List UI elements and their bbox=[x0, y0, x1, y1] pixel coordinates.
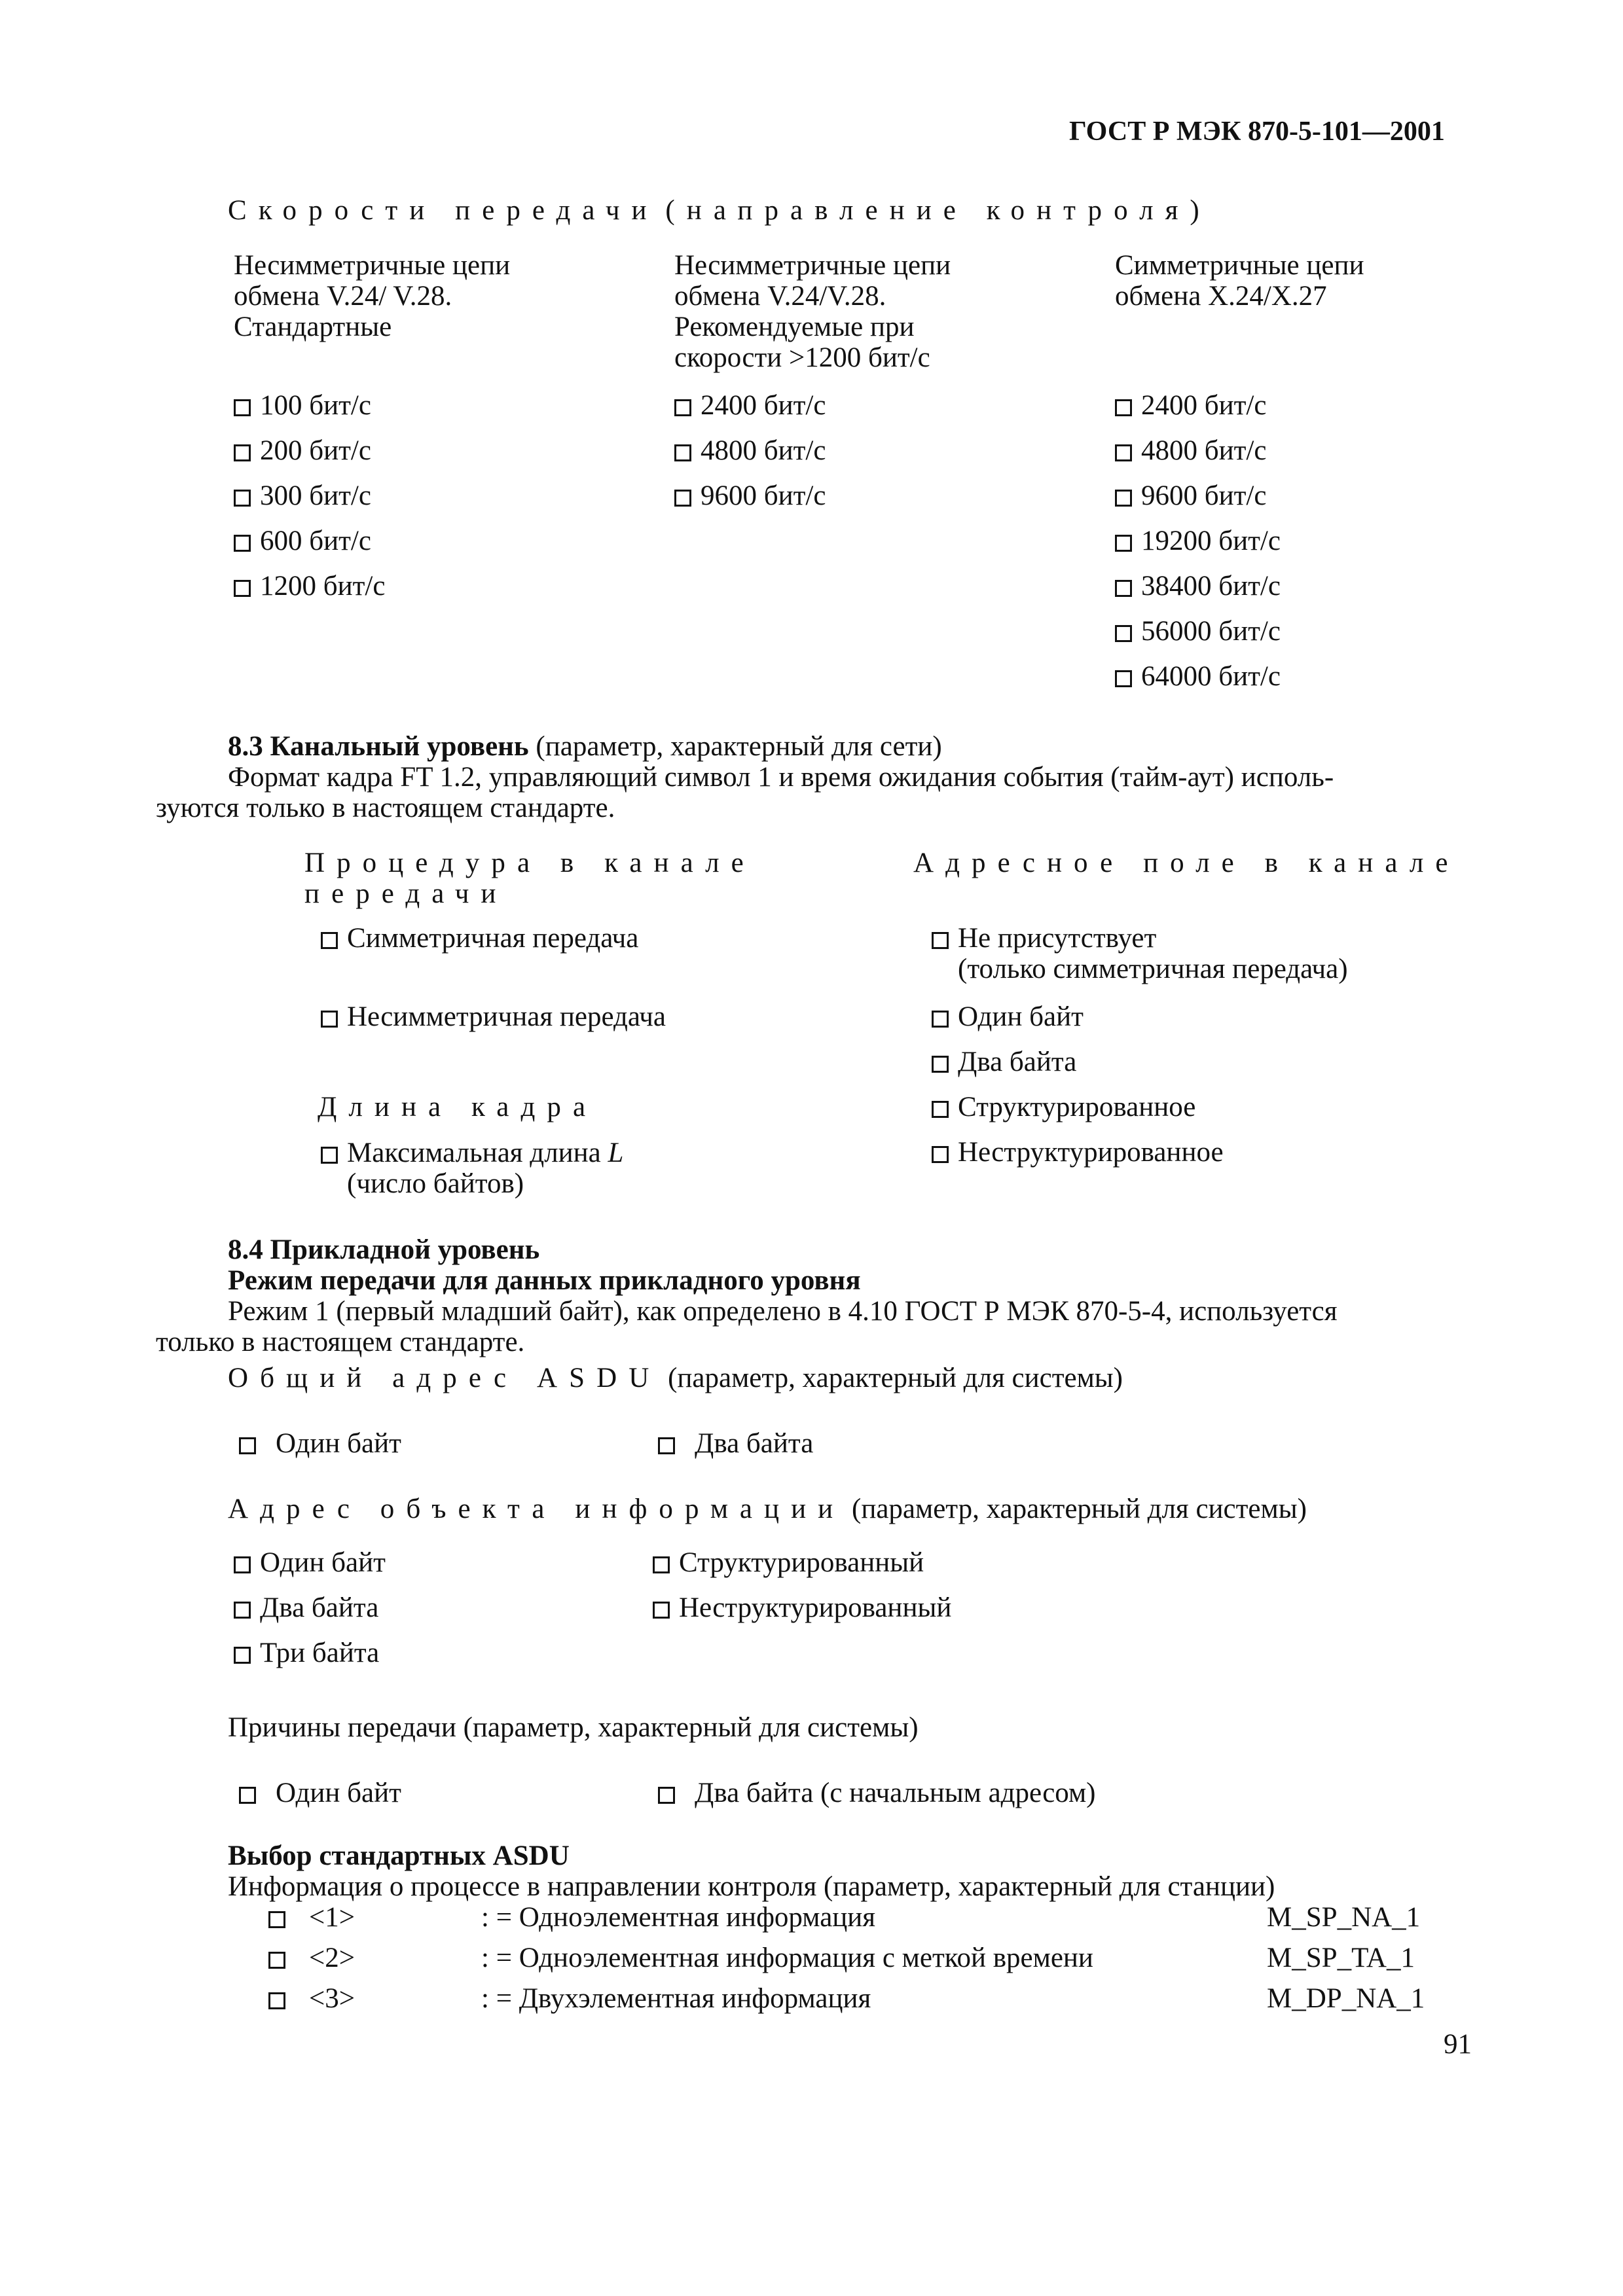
checkbox[interactable] bbox=[658, 1787, 675, 1804]
option-label: Один байт bbox=[260, 1547, 386, 1578]
section-8-4-paragraph-line: Режим 1 (первый младший байт), как определено в 4.10 ГОСТ Р МЭК 870-5-4, используется bbox=[228, 1296, 1338, 1327]
checkbox[interactable] bbox=[932, 1101, 949, 1118]
speed-option[interactable] bbox=[234, 435, 371, 466]
speed-option-label: 64000 бит/с bbox=[1141, 661, 1281, 692]
speeds-title: Скорости передачи bbox=[228, 195, 659, 226]
section-title: Прикладной уровень bbox=[270, 1234, 540, 1265]
procedure-option[interactable] bbox=[321, 923, 638, 954]
section-8-4-paragraph-line: только в настоящем стандарте. bbox=[156, 1327, 525, 1357]
common-address-option[interactable] bbox=[239, 1428, 401, 1459]
option-label: Три байта bbox=[260, 1638, 380, 1668]
option-label: Симметричная передача bbox=[347, 923, 639, 954]
option-label: Два байта (с начальным адресом) bbox=[695, 1778, 1096, 1808]
address-field-option[interactable] bbox=[932, 1047, 1076, 1077]
option-label: Два байта bbox=[958, 1047, 1077, 1077]
option-label: Два байта bbox=[260, 1592, 379, 1623]
option-label: Один байт bbox=[276, 1428, 401, 1459]
speed-option[interactable] bbox=[1115, 661, 1281, 692]
speeds-title-note: (направление контроля) bbox=[665, 195, 1211, 226]
section-8-3-heading bbox=[228, 731, 942, 762]
checkbox[interactable] bbox=[1115, 399, 1132, 416]
cause-title: Причины передачи (параметр, характерный для системы) bbox=[228, 1712, 919, 1743]
speed-option-label: 4800 бит/с bbox=[1141, 435, 1267, 466]
heading-line: скорости >1200 бит/с bbox=[674, 342, 930, 373]
option-label: Неструктурированное bbox=[958, 1137, 1224, 1168]
asdu-id: <1> bbox=[309, 1902, 356, 1933]
speed-option[interactable] bbox=[1115, 435, 1266, 466]
speed-option[interactable] bbox=[234, 526, 371, 556]
asdu-code: M_DP_NA_1 bbox=[1267, 1983, 1425, 2014]
speed-option-label: 19200 бит/с bbox=[1141, 526, 1281, 556]
checkbox[interactable] bbox=[234, 444, 251, 461]
asdu-id: <3> bbox=[309, 1983, 356, 2014]
speed-option-label: 2400 бит/с bbox=[701, 390, 826, 421]
option-label: Структурированный bbox=[679, 1547, 924, 1578]
speeds-col2-heading bbox=[674, 250, 951, 373]
checkbox[interactable] bbox=[1115, 670, 1132, 687]
section-note: (параметр, характерный для сети) bbox=[536, 731, 942, 762]
asdu-row[interactable] bbox=[268, 1902, 355, 1933]
checkbox[interactable] bbox=[268, 1952, 285, 1969]
transfer-mode-title: Режим передачи для данных прикладного уровня bbox=[228, 1265, 861, 1296]
checkbox[interactable] bbox=[1115, 625, 1132, 642]
speed-option[interactable] bbox=[1115, 480, 1266, 511]
checkbox[interactable] bbox=[321, 932, 338, 949]
checkbox[interactable] bbox=[653, 1556, 670, 1573]
checkbox[interactable] bbox=[1115, 490, 1132, 507]
speed-option-label: 38400 бит/с bbox=[1141, 571, 1281, 601]
document-header: ГОСТ Р МЭК 870-5-101—2001 bbox=[1069, 117, 1445, 147]
checkbox[interactable] bbox=[239, 1437, 256, 1454]
address-field-option[interactable] bbox=[932, 1001, 1084, 1032]
speed-option[interactable] bbox=[234, 480, 371, 511]
common-address-option[interactable] bbox=[658, 1428, 813, 1459]
checkbox[interactable] bbox=[1115, 444, 1132, 461]
object-address-size-option[interactable] bbox=[234, 1592, 378, 1623]
frame-length-title: Длина кадра bbox=[318, 1092, 598, 1122]
asdu-code: M_SP_NA_1 bbox=[1267, 1902, 1421, 1933]
checkbox[interactable] bbox=[932, 932, 949, 949]
section-number: 8.3 bbox=[228, 731, 263, 762]
frame-length-option[interactable] bbox=[321, 1138, 623, 1168]
speed-option[interactable] bbox=[674, 480, 826, 511]
asdu-code: M_SP_TA_1 bbox=[1267, 1943, 1415, 1973]
procedure-title-cont: передачи bbox=[304, 878, 508, 909]
speeds-col1-heading bbox=[234, 250, 510, 342]
checkbox[interactable] bbox=[321, 1147, 338, 1164]
checkbox[interactable] bbox=[658, 1437, 675, 1454]
cause-option[interactable] bbox=[239, 1778, 401, 1808]
speed-option-label: 4800 бит/с bbox=[701, 435, 826, 466]
checkbox[interactable] bbox=[239, 1787, 256, 1804]
speed-option-label: 1200 бит/с bbox=[260, 571, 386, 601]
heading-line: Несимметричные цепи bbox=[674, 250, 951, 281]
checkbox[interactable] bbox=[321, 1011, 338, 1028]
checkbox[interactable] bbox=[932, 1056, 949, 1073]
heading-line: обмена V.24/ V.28. bbox=[234, 281, 452, 312]
speed-option-label: 56000 бит/с bbox=[1141, 616, 1281, 647]
address-field-option-cont: (только симметричная передача) bbox=[958, 954, 1348, 984]
object-address-size-option[interactable] bbox=[234, 1547, 386, 1578]
heading-line: Стандартные bbox=[234, 312, 392, 342]
speed-option-label: 2400 бит/с bbox=[1141, 390, 1267, 421]
procedure-title: Процедура в канале bbox=[304, 848, 756, 878]
checkbox[interactable] bbox=[234, 1602, 251, 1619]
checkbox[interactable] bbox=[653, 1602, 670, 1619]
speed-option[interactable] bbox=[1115, 390, 1266, 421]
speeds-col3-heading bbox=[1115, 250, 1364, 312]
object-address-title-line bbox=[228, 1494, 1307, 1524]
asdu-desc: : = Двухэлементная информация bbox=[481, 1983, 871, 2014]
checkbox[interactable] bbox=[268, 1911, 285, 1928]
heading-line: Несимметричные цепи bbox=[234, 250, 511, 281]
object-address-note: (параметр, характерный для системы) bbox=[852, 1494, 1307, 1524]
heading-line: обмена V.24/V.28. bbox=[674, 281, 886, 312]
option-label: Один байт bbox=[276, 1778, 401, 1808]
object-address-struct-option[interactable] bbox=[653, 1547, 924, 1578]
checkbox[interactable] bbox=[234, 1647, 251, 1664]
section-8-3-paragraph-line: Формат кадра FT 1.2, управляющий символ 1 и время ожидания события (тайм-аут) исполь- bbox=[228, 762, 1334, 793]
speed-option-label: 9600 бит/с bbox=[701, 480, 826, 511]
option-label: Один байт bbox=[958, 1001, 1084, 1032]
object-address-struct-option[interactable] bbox=[653, 1592, 951, 1623]
speed-option-label: 9600 бит/с bbox=[1141, 480, 1267, 511]
checkbox[interactable] bbox=[674, 490, 691, 507]
option-label: Два байта bbox=[695, 1428, 814, 1459]
heading-line: Симметричные цепи bbox=[1115, 250, 1364, 281]
option-label: Несимметричная передача bbox=[347, 1001, 666, 1032]
heading-line: Рекомендуемые при bbox=[674, 312, 915, 342]
common-address-title-line bbox=[228, 1363, 1123, 1393]
common-address-title: Общий адрес ASDU bbox=[228, 1363, 661, 1393]
asdu-id: <2> bbox=[309, 1943, 356, 1973]
section-8-4-heading bbox=[228, 1234, 539, 1265]
asdu-row[interactable] bbox=[268, 1943, 355, 1973]
speed-option[interactable] bbox=[1115, 526, 1281, 556]
address-field-option[interactable] bbox=[932, 923, 1156, 954]
checkbox[interactable] bbox=[234, 399, 251, 416]
section-number: 8.4 bbox=[228, 1234, 263, 1265]
object-address-size-option[interactable] bbox=[234, 1638, 379, 1668]
speed-option[interactable] bbox=[234, 571, 385, 601]
checkbox[interactable] bbox=[932, 1011, 949, 1028]
checkbox[interactable] bbox=[234, 535, 251, 552]
option-variable: L bbox=[608, 1138, 624, 1168]
address-field-option[interactable] bbox=[932, 1092, 1195, 1122]
speed-option-label: 300 бит/с bbox=[260, 480, 371, 511]
checkbox[interactable] bbox=[234, 580, 251, 597]
asdu-row[interactable] bbox=[268, 1983, 355, 2014]
checkbox[interactable] bbox=[932, 1146, 949, 1163]
speed-option[interactable] bbox=[674, 435, 826, 466]
object-address-title: Адрес объекта информации bbox=[228, 1494, 845, 1524]
option-label: Не присутствует bbox=[958, 923, 1157, 954]
option-label: Неструктурированный bbox=[679, 1592, 952, 1623]
checkbox[interactable] bbox=[674, 444, 691, 461]
checkbox[interactable] bbox=[234, 1556, 251, 1573]
procedure-option[interactable] bbox=[321, 1001, 666, 1032]
asdu-desc: : = Одноэлементная информация с меткой времени bbox=[481, 1943, 1093, 1973]
speed-option[interactable] bbox=[674, 390, 826, 421]
speed-option[interactable] bbox=[1115, 616, 1281, 647]
option-label: Максимальная длина bbox=[347, 1138, 608, 1168]
common-address-note: (параметр, характерный для системы) bbox=[668, 1363, 1123, 1393]
speed-option-label: 200 бит/с bbox=[260, 435, 371, 466]
section-title: Канальный уровень bbox=[270, 731, 529, 762]
checkbox[interactable] bbox=[1115, 580, 1132, 597]
speeds-title-line bbox=[228, 195, 1211, 226]
page-number: 91 bbox=[1444, 2029, 1472, 2060]
speed-option-label: 100 бит/с bbox=[260, 390, 371, 421]
frame-length-option-cont: (число байтов) bbox=[347, 1168, 524, 1199]
checkbox[interactable] bbox=[268, 1992, 285, 2009]
asdu-title: Выбор стандартных ASDU bbox=[228, 1840, 570, 1871]
checkbox[interactable] bbox=[234, 490, 251, 507]
asdu-desc: : = Одноэлементная информация bbox=[481, 1902, 876, 1933]
address-field-option[interactable] bbox=[932, 1137, 1224, 1168]
section-8-3-paragraph-line: зуются только в настоящем стандарте. bbox=[156, 793, 615, 823]
checkbox[interactable] bbox=[674, 399, 691, 416]
heading-line: обмена X.24/X.27 bbox=[1115, 281, 1327, 312]
speed-option[interactable] bbox=[1115, 571, 1281, 601]
cause-option[interactable] bbox=[658, 1778, 1096, 1808]
speed-option[interactable] bbox=[234, 390, 371, 421]
asdu-subtitle: Информация о процессе в направлении контроля (параметр, характерный для станции) bbox=[228, 1871, 1275, 1902]
checkbox[interactable] bbox=[1115, 535, 1132, 552]
address-field-title: Адресное поле в канале bbox=[913, 848, 1460, 878]
option-label: Структурированное bbox=[958, 1092, 1196, 1122]
speed-option-label: 600 бит/с bbox=[260, 526, 371, 556]
